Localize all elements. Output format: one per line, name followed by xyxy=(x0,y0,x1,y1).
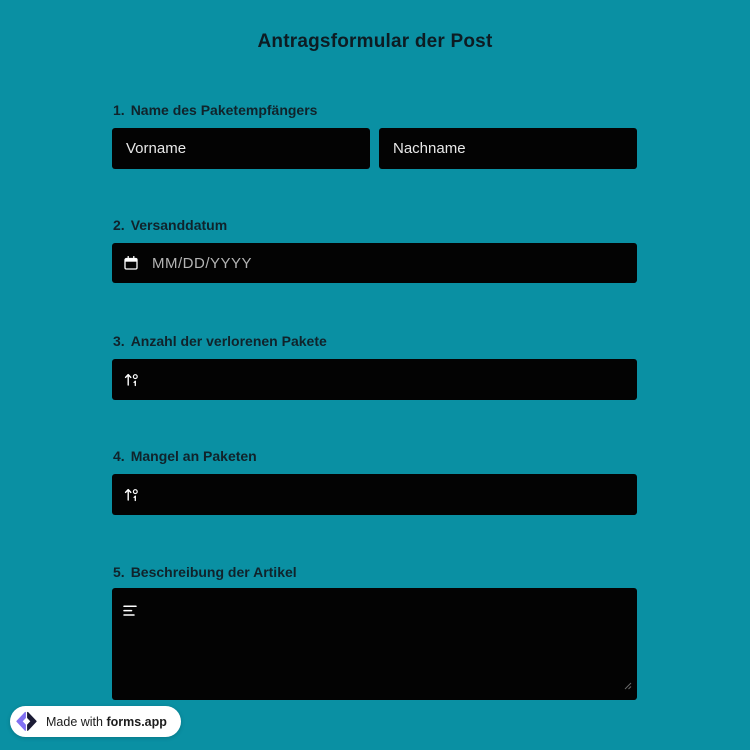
item-description-textarea[interactable] xyxy=(149,604,625,690)
numeric-sort-icon xyxy=(124,372,139,387)
calendar-icon xyxy=(124,256,138,270)
question-3-text: Anzahl der verlorenen Pakete xyxy=(130,333,327,349)
question-5-number: 5. xyxy=(113,564,125,580)
numeric-sort-icon xyxy=(124,487,139,502)
question-5-label xyxy=(113,564,638,580)
first-name-input[interactable] xyxy=(124,139,358,158)
last-name-field[interactable] xyxy=(379,128,637,169)
question-5-text: Beschreibung der Artikel xyxy=(130,564,297,580)
badge-brand: forms.app xyxy=(106,714,167,729)
question-4-text: Mangel an Paketen xyxy=(130,448,257,464)
item-description-field[interactable] xyxy=(112,588,637,700)
lost-packages-count-field[interactable] xyxy=(112,359,637,400)
question-4-number: 4. xyxy=(113,448,125,464)
page-title: Antragsformular der Post xyxy=(257,31,493,52)
badge-text xyxy=(46,715,167,729)
badge-prefix: Made with xyxy=(46,714,103,729)
resize-handle-icon[interactable] xyxy=(623,677,632,695)
align-left-icon xyxy=(123,604,137,618)
question-1-number: 1. xyxy=(113,102,125,118)
question-2-label xyxy=(113,217,638,233)
question-4-label xyxy=(113,448,638,464)
shipping-date-input[interactable] xyxy=(150,254,625,273)
made-with-badge[interactable] xyxy=(10,706,181,737)
question-3-label xyxy=(113,333,638,349)
shipping-date-field[interactable] xyxy=(112,243,637,283)
question-2-text: Versanddatum xyxy=(130,217,228,233)
question-1-text: Name des Paketempfängers xyxy=(130,102,318,118)
last-name-input[interactable] xyxy=(391,139,625,158)
lost-packages-count-input[interactable] xyxy=(151,370,625,389)
question-1-label xyxy=(113,102,638,118)
package-defect-field[interactable] xyxy=(112,474,637,515)
forms-app-logo-icon xyxy=(15,710,38,733)
question-2-number: 2. xyxy=(113,217,125,233)
question-3-number: 3. xyxy=(113,333,125,349)
first-name-field[interactable] xyxy=(112,128,370,169)
package-defect-input[interactable] xyxy=(151,485,625,504)
